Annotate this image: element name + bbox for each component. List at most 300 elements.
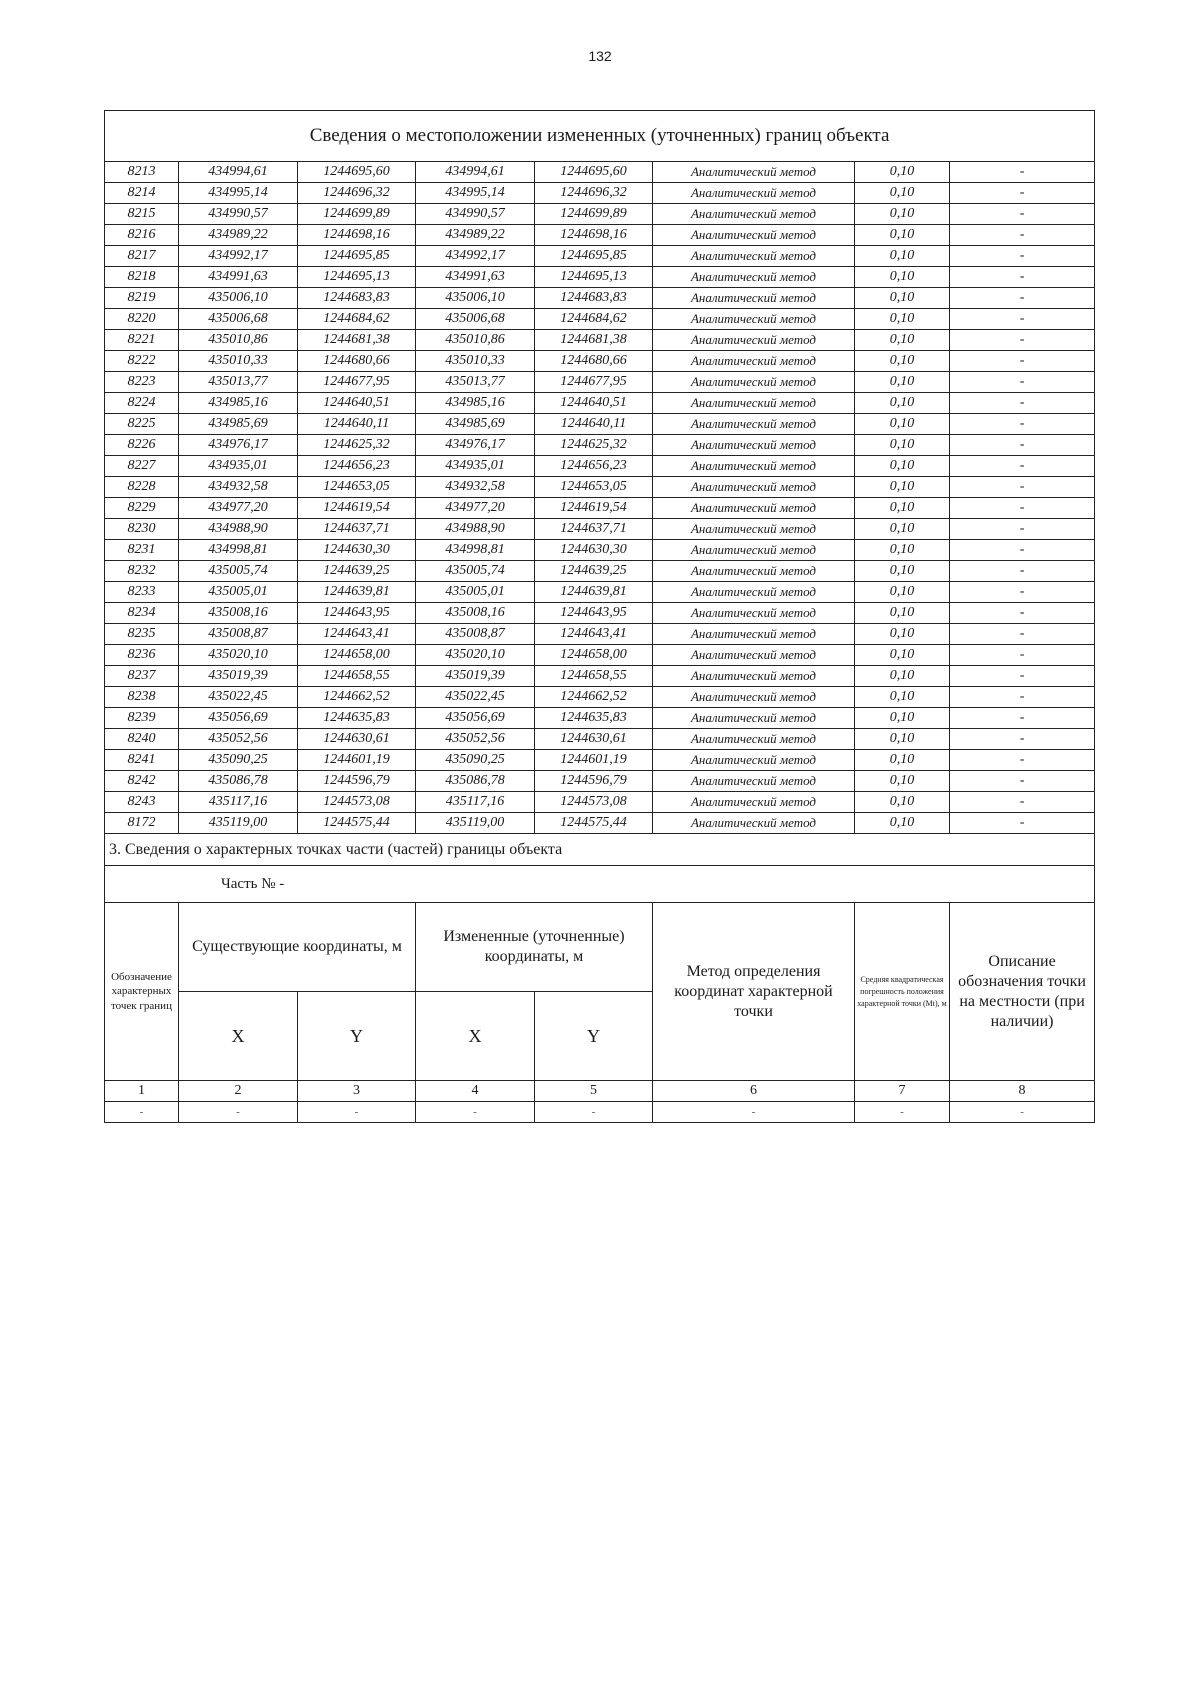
changed-y-cell: 1244640,51: [535, 393, 653, 414]
column-number: 3: [298, 1081, 416, 1102]
changed-y-cell: 1244596,79: [535, 771, 653, 792]
point-number-cell: 8238: [105, 687, 179, 708]
page-number: 132: [588, 48, 612, 64]
changed-y-cell: 1244677,95: [535, 372, 653, 393]
method-cell: Аналитический метод: [653, 624, 855, 645]
description-cell: -: [950, 435, 1095, 456]
method-cell: Аналитический метод: [653, 792, 855, 813]
method-cell: Аналитический метод: [653, 519, 855, 540]
mean-error-cell: 0,10: [855, 372, 950, 393]
existing-x-cell: 434932,58: [179, 477, 298, 498]
description-cell: -: [950, 792, 1095, 813]
mean-error-cell: 0,10: [855, 582, 950, 603]
point-number-cell: 8241: [105, 750, 179, 771]
point-number-cell: 8215: [105, 204, 179, 225]
changed-y-cell: 1244630,61: [535, 729, 653, 750]
existing-y-cell: 1244619,54: [298, 498, 416, 519]
description-cell: -: [950, 351, 1095, 372]
mean-error-cell: 0,10: [855, 477, 950, 498]
description-cell: -: [950, 477, 1095, 498]
point-number-cell: 8231: [105, 540, 179, 561]
empty-cell: -: [416, 1102, 535, 1123]
point-number-cell: 8235: [105, 624, 179, 645]
method-cell: Аналитический метод: [653, 246, 855, 267]
point-number-cell: 8226: [105, 435, 179, 456]
point-number-cell: 8222: [105, 351, 179, 372]
changed-x-cell: 435010,86: [416, 330, 535, 351]
mean-error-cell: 0,10: [855, 519, 950, 540]
mean-error-cell: 0,10: [855, 561, 950, 582]
changed-y-cell: 1244601,19: [535, 750, 653, 771]
changed-x-cell: 435005,01: [416, 582, 535, 603]
changed-y-cell: 1244699,89: [535, 204, 653, 225]
header-changed-y: Y: [535, 992, 653, 1081]
method-cell: Аналитический метод: [653, 204, 855, 225]
header-changed-x: X: [416, 992, 535, 1081]
table-row: [105, 582, 1095, 603]
changed-y-cell: 1244684,62: [535, 309, 653, 330]
method-cell: Аналитический метод: [653, 666, 855, 687]
description-cell: -: [950, 750, 1095, 771]
method-cell: Аналитический метод: [653, 456, 855, 477]
method-cell: Аналитический метод: [653, 813, 855, 834]
changed-x-cell: 435119,00: [416, 813, 535, 834]
table-row: [105, 498, 1095, 519]
existing-x-cell: 435019,39: [179, 666, 298, 687]
existing-x-cell: 435086,78: [179, 771, 298, 792]
existing-x-cell: 435117,16: [179, 792, 298, 813]
changed-y-cell: 1244639,25: [535, 561, 653, 582]
changed-y-cell: 1244683,83: [535, 288, 653, 309]
changed-x-cell: 434985,16: [416, 393, 535, 414]
mean-error-cell: 0,10: [855, 414, 950, 435]
existing-y-cell: 1244695,60: [298, 162, 416, 183]
changed-x-cell: 434994,61: [416, 162, 535, 183]
description-cell: -: [950, 183, 1095, 204]
existing-y-cell: 1244640,51: [298, 393, 416, 414]
changed-y-cell: 1244695,60: [535, 162, 653, 183]
point-number-cell: 8228: [105, 477, 179, 498]
empty-cell: -: [298, 1102, 416, 1123]
mean-error-cell: 0,10: [855, 624, 950, 645]
empty-cell: -: [105, 1102, 179, 1123]
table-row: [105, 561, 1095, 582]
table-row: [105, 624, 1095, 645]
point-number-cell: 8229: [105, 498, 179, 519]
table-row: [105, 519, 1095, 540]
existing-y-cell: 1244695,85: [298, 246, 416, 267]
existing-x-cell: 434994,61: [179, 162, 298, 183]
changed-y-cell: 1244625,32: [535, 435, 653, 456]
table-row: [105, 645, 1095, 666]
empty-cell: -: [535, 1102, 653, 1123]
description-cell: -: [950, 456, 1095, 477]
method-cell: Аналитический метод: [653, 414, 855, 435]
changed-x-cell: 435056,69: [416, 708, 535, 729]
method-cell: Аналитический метод: [653, 162, 855, 183]
changed-x-cell: 435052,56: [416, 729, 535, 750]
header-point-designation: Обозначение характерных точек границ: [105, 903, 179, 1081]
method-cell: Аналитический метод: [653, 393, 855, 414]
empty-cell: -: [179, 1102, 298, 1123]
existing-y-cell: 1244625,32: [298, 435, 416, 456]
existing-y-cell: 1244696,32: [298, 183, 416, 204]
table-row: [105, 414, 1095, 435]
changed-y-cell: 1244637,71: [535, 519, 653, 540]
header-method: Метод определения координат характерной точки: [653, 903, 855, 1081]
existing-y-cell: 1244698,16: [298, 225, 416, 246]
method-cell: Аналитический метод: [653, 582, 855, 603]
existing-y-cell: 1244683,83: [298, 288, 416, 309]
existing-x-cell: 434976,17: [179, 435, 298, 456]
table-row: [105, 309, 1095, 330]
description-cell: -: [950, 771, 1095, 792]
description-cell: -: [950, 519, 1095, 540]
existing-x-cell: 434985,16: [179, 393, 298, 414]
description-cell: -: [950, 330, 1095, 351]
table-row: [105, 687, 1095, 708]
changed-x-cell: 434976,17: [416, 435, 535, 456]
column-number: 5: [535, 1081, 653, 1102]
empty-cell: -: [855, 1102, 950, 1123]
description-cell: -: [950, 540, 1095, 561]
existing-x-cell: 434992,17: [179, 246, 298, 267]
method-cell: Аналитический метод: [653, 708, 855, 729]
method-cell: Аналитический метод: [653, 309, 855, 330]
column-number: 2: [179, 1081, 298, 1102]
changed-y-cell: 1244630,30: [535, 540, 653, 561]
point-number-cell: 8240: [105, 729, 179, 750]
changed-x-cell: 434990,57: [416, 204, 535, 225]
header-existing-y: Y: [298, 992, 416, 1081]
column-number: 4: [416, 1081, 535, 1102]
method-cell: Аналитический метод: [653, 288, 855, 309]
changed-x-cell: 435020,10: [416, 645, 535, 666]
column-number: 6: [653, 1081, 855, 1102]
changed-x-cell: 435006,10: [416, 288, 535, 309]
existing-y-cell: 1244662,52: [298, 687, 416, 708]
changed-y-cell: 1244695,85: [535, 246, 653, 267]
existing-x-cell: 434988,90: [179, 519, 298, 540]
point-number-cell: 8232: [105, 561, 179, 582]
description-cell: -: [950, 645, 1095, 666]
mean-error-cell: 0,10: [855, 645, 950, 666]
header-mean-error: Средняя квадратическая погрешность положения характерной точки (Mt), м: [855, 903, 950, 1081]
changed-y-cell: 1244658,55: [535, 666, 653, 687]
existing-x-cell: 435090,25: [179, 750, 298, 771]
existing-x-cell: 435005,74: [179, 561, 298, 582]
method-cell: Аналитический метод: [653, 687, 855, 708]
point-number-cell: 8225: [105, 414, 179, 435]
table-row: [105, 729, 1095, 750]
changed-x-cell: 435008,16: [416, 603, 535, 624]
point-number-cell: 8213: [105, 162, 179, 183]
existing-x-cell: 435013,77: [179, 372, 298, 393]
point-number-cell: 8219: [105, 288, 179, 309]
header-row-top: [105, 903, 1095, 992]
method-cell: Аналитический метод: [653, 603, 855, 624]
method-cell: Аналитический метод: [653, 330, 855, 351]
existing-y-cell: 1244573,08: [298, 792, 416, 813]
existing-x-cell: 435006,68: [179, 309, 298, 330]
description-cell: -: [950, 372, 1095, 393]
changed-x-cell: 435019,39: [416, 666, 535, 687]
changed-x-cell: 434995,14: [416, 183, 535, 204]
boundary-sheet: [104, 110, 1094, 1123]
changed-x-cell: 434991,63: [416, 267, 535, 288]
table-row: [105, 204, 1095, 225]
mean-error-cell: 0,10: [855, 435, 950, 456]
table-row: [105, 288, 1095, 309]
point-number-cell: 8217: [105, 246, 179, 267]
table-row: [105, 330, 1095, 351]
mean-error-cell: 0,10: [855, 687, 950, 708]
table-row: [105, 708, 1095, 729]
table-row: [105, 771, 1095, 792]
point-number-cell: 8220: [105, 309, 179, 330]
point-number-cell: 8223: [105, 372, 179, 393]
mean-error-cell: 0,10: [855, 498, 950, 519]
mean-error-cell: 0,10: [855, 750, 950, 771]
existing-y-cell: 1244639,81: [298, 582, 416, 603]
description-cell: -: [950, 813, 1095, 834]
changed-x-cell: 434989,22: [416, 225, 535, 246]
table-row: [105, 750, 1095, 771]
method-cell: Аналитический метод: [653, 498, 855, 519]
method-cell: Аналитический метод: [653, 351, 855, 372]
method-cell: Аналитический метод: [653, 561, 855, 582]
description-cell: -: [950, 687, 1095, 708]
description-cell: -: [950, 708, 1095, 729]
changed-y-cell: 1244680,66: [535, 351, 653, 372]
mean-error-cell: 0,10: [855, 603, 950, 624]
description-cell: -: [950, 309, 1095, 330]
empty-cell: -: [950, 1102, 1095, 1123]
changed-x-cell: 435086,78: [416, 771, 535, 792]
header-existing-coords: Существующие координаты, м: [179, 903, 416, 992]
table-row: [105, 435, 1095, 456]
point-number-cell: 8239: [105, 708, 179, 729]
changed-x-cell: 434977,20: [416, 498, 535, 519]
table-row: [105, 456, 1095, 477]
method-cell: Аналитический метод: [653, 372, 855, 393]
changed-y-cell: 1244698,16: [535, 225, 653, 246]
point-number-cell: 8227: [105, 456, 179, 477]
table-row: [105, 162, 1095, 183]
changed-y-cell: 1244575,44: [535, 813, 653, 834]
existing-x-cell: 434985,69: [179, 414, 298, 435]
point-number-cell: 8218: [105, 267, 179, 288]
mean-error-cell: 0,10: [855, 330, 950, 351]
point-number-cell: 8214: [105, 183, 179, 204]
changed-y-cell: 1244662,52: [535, 687, 653, 708]
point-number-cell: 8242: [105, 771, 179, 792]
part-label: Часть № -: [105, 866, 1095, 903]
description-cell: -: [950, 225, 1095, 246]
empty-cell: -: [653, 1102, 855, 1123]
existing-y-cell: 1244630,30: [298, 540, 416, 561]
mean-error-cell: 0,10: [855, 813, 950, 834]
mean-error-cell: 0,10: [855, 456, 950, 477]
table-row: [105, 603, 1095, 624]
table-row: [105, 225, 1095, 246]
changed-y-cell: 1244653,05: [535, 477, 653, 498]
changed-x-cell: 435005,74: [416, 561, 535, 582]
table-row: [105, 372, 1095, 393]
empty-data-row: [105, 1102, 1095, 1123]
mean-error-cell: 0,10: [855, 246, 950, 267]
existing-y-cell: 1244680,66: [298, 351, 416, 372]
changed-x-cell: 435117,16: [416, 792, 535, 813]
mean-error-cell: 0,10: [855, 771, 950, 792]
method-cell: Аналитический метод: [653, 225, 855, 246]
existing-y-cell: 1244635,83: [298, 708, 416, 729]
existing-x-cell: 435119,00: [179, 813, 298, 834]
changed-y-cell: 1244695,13: [535, 267, 653, 288]
method-cell: Аналитический метод: [653, 729, 855, 750]
point-number-cell: 8216: [105, 225, 179, 246]
mean-error-cell: 0,10: [855, 351, 950, 372]
existing-y-cell: 1244653,05: [298, 477, 416, 498]
method-cell: Аналитический метод: [653, 771, 855, 792]
mean-error-cell: 0,10: [855, 540, 950, 561]
description-cell: -: [950, 162, 1095, 183]
changed-x-cell: 434935,01: [416, 456, 535, 477]
existing-x-cell: 435022,45: [179, 687, 298, 708]
changed-y-cell: 1244658,00: [535, 645, 653, 666]
existing-x-cell: 434991,63: [179, 267, 298, 288]
existing-x-cell: 434977,20: [179, 498, 298, 519]
column-numbers-row: [105, 1081, 1095, 1102]
point-number-cell: 8172: [105, 813, 179, 834]
changed-y-cell: 1244643,95: [535, 603, 653, 624]
description-cell: -: [950, 729, 1095, 750]
column-number: 7: [855, 1081, 950, 1102]
description-cell: -: [950, 393, 1095, 414]
method-cell: Аналитический метод: [653, 540, 855, 561]
existing-y-cell: 1244637,71: [298, 519, 416, 540]
table-row: [105, 183, 1095, 204]
description-cell: -: [950, 288, 1095, 309]
existing-x-cell: 435010,86: [179, 330, 298, 351]
changed-x-cell: 435022,45: [416, 687, 535, 708]
mean-error-cell: 0,10: [855, 792, 950, 813]
table-title: Сведения о местоположении измененных (уточненных) границ объекта: [105, 111, 1095, 162]
method-cell: Аналитический метод: [653, 645, 855, 666]
existing-x-cell: 435056,69: [179, 708, 298, 729]
existing-x-cell: 435006,10: [179, 288, 298, 309]
existing-x-cell: 435008,16: [179, 603, 298, 624]
header-description: Описание обозначения точки на местности (при наличии): [950, 903, 1095, 1081]
mean-error-cell: 0,10: [855, 162, 950, 183]
changed-y-cell: 1244696,32: [535, 183, 653, 204]
description-cell: -: [950, 666, 1095, 687]
existing-y-cell: 1244677,95: [298, 372, 416, 393]
point-number-cell: 8224: [105, 393, 179, 414]
existing-x-cell: 435052,56: [179, 729, 298, 750]
point-number-cell: 8221: [105, 330, 179, 351]
existing-y-cell: 1244695,13: [298, 267, 416, 288]
changed-y-cell: 1244635,83: [535, 708, 653, 729]
point-number-cell: 8243: [105, 792, 179, 813]
existing-x-cell: 434989,22: [179, 225, 298, 246]
mean-error-cell: 0,10: [855, 729, 950, 750]
header-existing-x: X: [179, 992, 298, 1081]
point-number-cell: 8233: [105, 582, 179, 603]
table-row: [105, 540, 1095, 561]
changed-y-cell: 1244681,38: [535, 330, 653, 351]
existing-y-cell: 1244643,95: [298, 603, 416, 624]
part-row: [105, 866, 1095, 903]
mean-error-cell: 0,10: [855, 183, 950, 204]
existing-y-cell: 1244656,23: [298, 456, 416, 477]
header-changed-coords: Измененные (уточненные) координаты, м: [416, 903, 653, 992]
changed-y-cell: 1244656,23: [535, 456, 653, 477]
existing-x-cell: 435005,01: [179, 582, 298, 603]
description-cell: -: [950, 204, 1095, 225]
method-cell: Аналитический метод: [653, 183, 855, 204]
existing-y-cell: 1244699,89: [298, 204, 416, 225]
method-cell: Аналитический метод: [653, 435, 855, 456]
description-cell: -: [950, 603, 1095, 624]
changed-x-cell: 435013,77: [416, 372, 535, 393]
existing-y-cell: 1244630,61: [298, 729, 416, 750]
existing-y-cell: 1244658,55: [298, 666, 416, 687]
column-number: 1: [105, 1081, 179, 1102]
description-cell: -: [950, 582, 1095, 603]
changed-x-cell: 434988,90: [416, 519, 535, 540]
description-cell: -: [950, 267, 1095, 288]
method-cell: Аналитический метод: [653, 477, 855, 498]
description-cell: -: [950, 624, 1095, 645]
existing-x-cell: 434935,01: [179, 456, 298, 477]
description-cell: -: [950, 561, 1095, 582]
description-cell: -: [950, 498, 1095, 519]
changed-y-cell: 1244640,11: [535, 414, 653, 435]
table-row: [105, 666, 1095, 687]
existing-y-cell: 1244658,00: [298, 645, 416, 666]
existing-x-cell: 435008,87: [179, 624, 298, 645]
table-title-row: [105, 111, 1095, 162]
changed-x-cell: 434998,81: [416, 540, 535, 561]
changed-x-cell: 435010,33: [416, 351, 535, 372]
table-row: [105, 246, 1095, 267]
existing-x-cell: 435010,33: [179, 351, 298, 372]
point-number-cell: 8237: [105, 666, 179, 687]
point-number-cell: 8234: [105, 603, 179, 624]
table-row: [105, 813, 1095, 834]
changed-x-cell: 435090,25: [416, 750, 535, 771]
mean-error-cell: 0,10: [855, 309, 950, 330]
existing-y-cell: 1244640,11: [298, 414, 416, 435]
existing-x-cell: 434998,81: [179, 540, 298, 561]
mean-error-cell: 0,10: [855, 267, 950, 288]
method-cell: Аналитический метод: [653, 267, 855, 288]
changed-y-cell: 1244643,41: [535, 624, 653, 645]
point-number-cell: 8230: [105, 519, 179, 540]
table-row: [105, 477, 1095, 498]
description-cell: -: [950, 414, 1095, 435]
changed-y-cell: 1244573,08: [535, 792, 653, 813]
section-3-row: [105, 834, 1095, 866]
changed-x-cell: 434985,69: [416, 414, 535, 435]
existing-x-cell: 434990,57: [179, 204, 298, 225]
table-row: [105, 792, 1095, 813]
mean-error-cell: 0,10: [855, 288, 950, 309]
changed-x-cell: 435006,68: [416, 309, 535, 330]
method-cell: Аналитический метод: [653, 750, 855, 771]
mean-error-cell: 0,10: [855, 393, 950, 414]
